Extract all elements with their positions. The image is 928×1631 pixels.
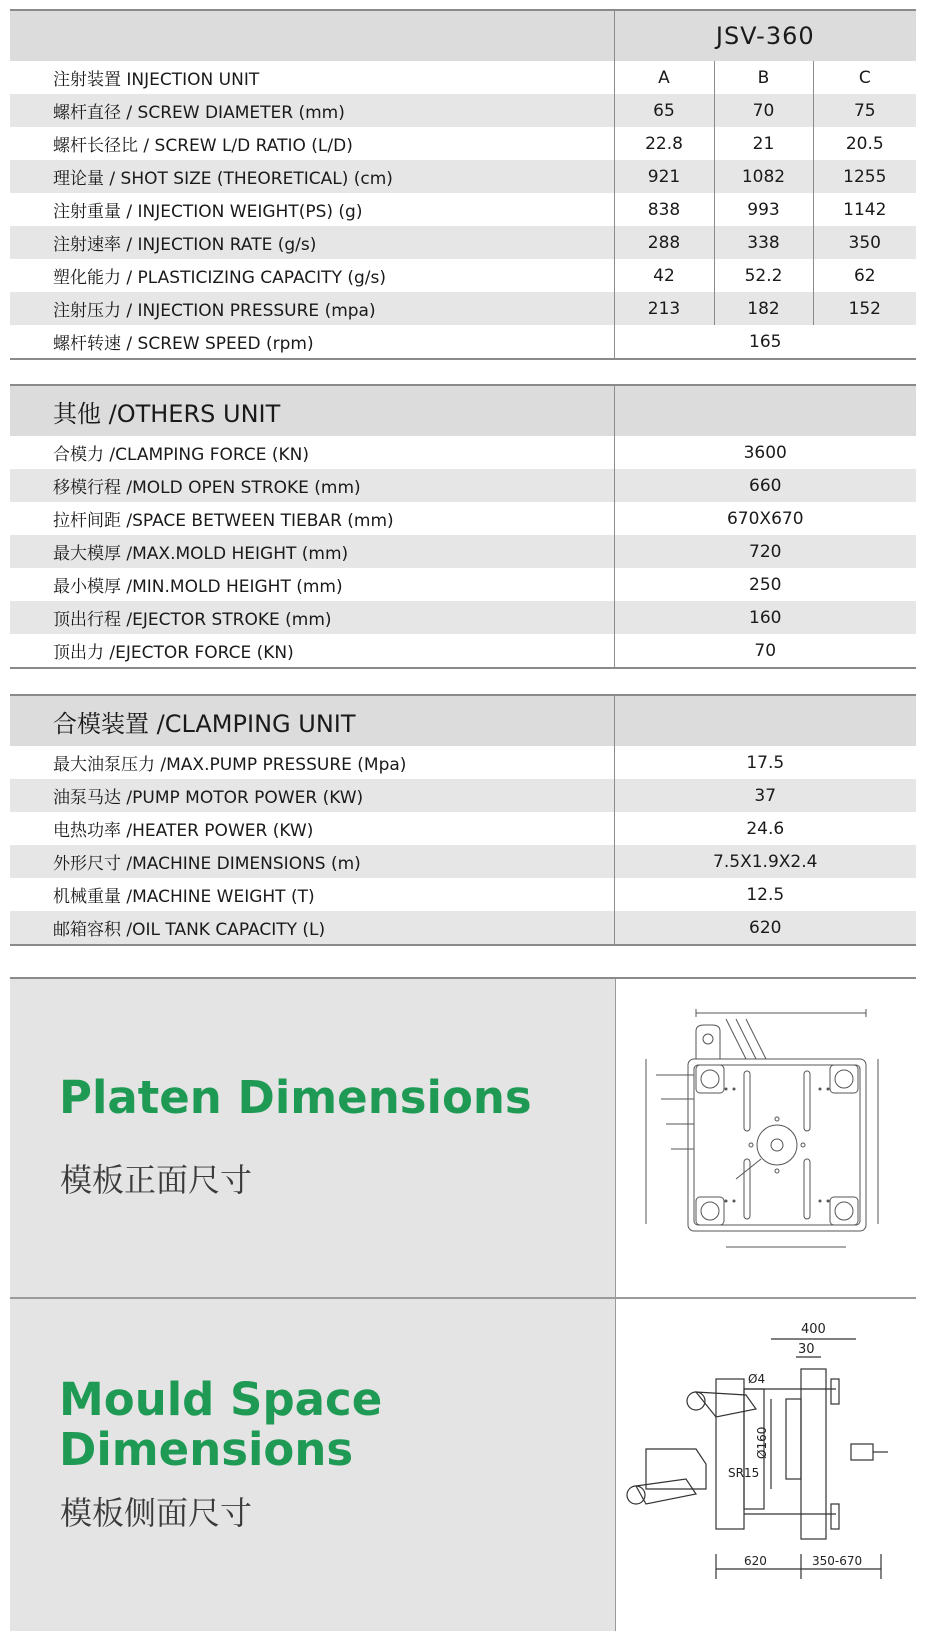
value-a: 42: [614, 259, 714, 292]
table-row: [10, 94, 916, 127]
mould-space-row: [10, 1299, 916, 1631]
row-label: 移模行程 /MOLD OPEN STROKE (mm): [10, 469, 614, 502]
mould-drawing-panel: [615, 1299, 917, 1631]
row-value: 24.6: [614, 812, 916, 845]
row-value: 12.5: [614, 878, 916, 911]
row-value: 620: [614, 911, 916, 945]
row-label: 注射重量 / INJECTION WEIGHT(PS) (g): [10, 193, 614, 226]
value-a: 22.8: [614, 127, 714, 160]
clamping-unit-table: [10, 694, 916, 946]
table-row: [10, 568, 916, 601]
value-b: 52.2: [714, 259, 813, 292]
injection-unit-title: 注射装置 INJECTION UNIT: [10, 61, 614, 94]
row-value: 670X670: [614, 502, 916, 535]
dimensions-section: [10, 977, 916, 1631]
row-label: 注射速率 / INJECTION RATE (g/s): [10, 226, 614, 259]
row-label: 注射压力 / INJECTION PRESSURE (mpa): [10, 292, 614, 325]
row-label: 螺杆长径比 / SCREW L/D RATIO (L/D): [10, 127, 614, 160]
row-label: 最大模厚 /MAX.MOLD HEIGHT (mm): [10, 535, 614, 568]
dim-4-label: Ø4: [748, 1372, 766, 1386]
row-label: 合模力 /CLAMPING FORCE (KN): [10, 436, 614, 469]
dim-160-label: Ø160: [755, 1426, 769, 1459]
table-row: [10, 193, 916, 226]
platen-drawing-panel: [615, 979, 917, 1297]
table-row: [10, 812, 916, 845]
dim-350-670-label: 350-670: [812, 1554, 863, 1568]
table-row: [10, 127, 916, 160]
mould-text-panel: [10, 1299, 614, 1631]
clamping-header-blank: [614, 695, 916, 746]
table-row: [10, 292, 916, 325]
row-value: 17.5: [614, 746, 916, 779]
table-row: [10, 325, 916, 359]
col-a-header: A: [614, 61, 714, 94]
row-value: 37: [614, 779, 916, 812]
row-value: 720: [614, 535, 916, 568]
value-c: 62: [813, 259, 916, 292]
col-c-header: C: [813, 61, 916, 94]
row-value: 3600: [614, 436, 916, 469]
row-label: 邮箱容积 /OIL TANK CAPACITY (L): [10, 911, 614, 945]
row-label: 外形尺寸 /MACHINE DIMENSIONS (m): [10, 845, 614, 878]
table-row: [10, 259, 916, 292]
value-c: 1255: [813, 160, 916, 193]
mould-subtitle: 模板侧面尺寸: [60, 1494, 253, 1532]
value-c: 1142: [813, 193, 916, 226]
row-label: 机械重量 /MACHINE WEIGHT (T): [10, 878, 614, 911]
others-unit-title: 其他 /OTHERS UNIT: [10, 385, 614, 436]
injection-unit-table: [10, 9, 916, 360]
dim-620-label: 620: [744, 1554, 767, 1568]
table-row: [10, 634, 916, 668]
table-row: [10, 878, 916, 911]
dim-30-label: 30: [798, 1342, 815, 1357]
value-a: 838: [614, 193, 714, 226]
value-a: 921: [614, 160, 714, 193]
table-row: [10, 535, 916, 568]
others-unit-table: [10, 384, 916, 669]
row-label: 最小模厚 /MIN.MOLD HEIGHT (mm): [10, 568, 614, 601]
value-b: 182: [714, 292, 813, 325]
row-label: 拉杆间距 /SPACE BETWEEN TIEBAR (mm): [10, 502, 614, 535]
row-value: 660: [614, 469, 916, 502]
table-row: [10, 469, 916, 502]
table-row: [10, 911, 916, 945]
table-row: [10, 226, 916, 259]
table-row: [10, 601, 916, 634]
value-c: 20.5: [813, 127, 916, 160]
others-header-blank: [614, 385, 916, 436]
screw-speed-value: 165: [614, 325, 916, 359]
value-c: 350: [813, 226, 916, 259]
platen-front-drawing: [616, 979, 917, 1297]
injection-unit-section: [10, 9, 916, 360]
row-label: 顶出行程 /EJECTOR STROKE (mm): [10, 601, 614, 634]
value-b: 338: [714, 226, 813, 259]
clamping-unit-title: 合模装置 /CLAMPING UNIT: [10, 695, 614, 746]
table-row: [10, 502, 916, 535]
others-unit-section: [10, 384, 916, 669]
dim-400-label: 400: [801, 1322, 826, 1337]
sr15-label: SR15: [728, 1466, 760, 1480]
row-label: 理论量 / SHOT SIZE (THEORETICAL) (cm): [10, 160, 614, 193]
row-label: 螺杆转速 / SCREW SPEED (rpm): [10, 325, 614, 359]
value-c: 75: [813, 94, 916, 127]
platen-subtitle: 模板正面尺寸: [60, 1161, 253, 1199]
table-row: [10, 845, 916, 878]
row-value: 250: [614, 568, 916, 601]
value-b: 21: [714, 127, 813, 160]
value-a: 213: [614, 292, 714, 325]
table-row: [10, 160, 916, 193]
value-a: 288: [614, 226, 714, 259]
mould-side-drawing: [616, 1299, 917, 1599]
clamping-unit-section: [10, 694, 916, 946]
mould-title-line1: Mould Space: [59, 1373, 383, 1426]
value-b: 70: [714, 94, 813, 127]
model-header-blank: [10, 10, 614, 61]
row-label: 电热功率 /HEATER POWER (KW): [10, 812, 614, 845]
table-row: [10, 746, 916, 779]
row-value: 70: [614, 634, 916, 668]
value-c: 152: [813, 292, 916, 325]
value-b: 993: [714, 193, 813, 226]
row-value: 160: [614, 601, 916, 634]
platen-title: Platen Dimensions: [59, 1071, 532, 1124]
col-b-header: B: [714, 61, 813, 94]
row-label: 油泵马达 /PUMP MOTOR POWER (KW): [10, 779, 614, 812]
row-label: 最大油泵压力 /MAX.PUMP PRESSURE (Mpa): [10, 746, 614, 779]
row-label: 螺杆直径 / SCREW DIAMETER (mm): [10, 94, 614, 127]
platen-dimensions-row: [10, 979, 916, 1297]
table-row: [10, 436, 916, 469]
row-label: 顶出力 /EJECTOR FORCE (KN): [10, 634, 614, 668]
table-row: [10, 779, 916, 812]
row-value: 7.5X1.9X2.4: [614, 845, 916, 878]
mould-title-line2: Dimensions: [59, 1423, 354, 1476]
value-a: 65: [614, 94, 714, 127]
platen-text-panel: [10, 979, 614, 1297]
model-name: JSV-360: [614, 10, 916, 61]
value-b: 1082: [714, 160, 813, 193]
row-label: 塑化能力 / PLASTICIZING CAPACITY (g/s): [10, 259, 614, 292]
